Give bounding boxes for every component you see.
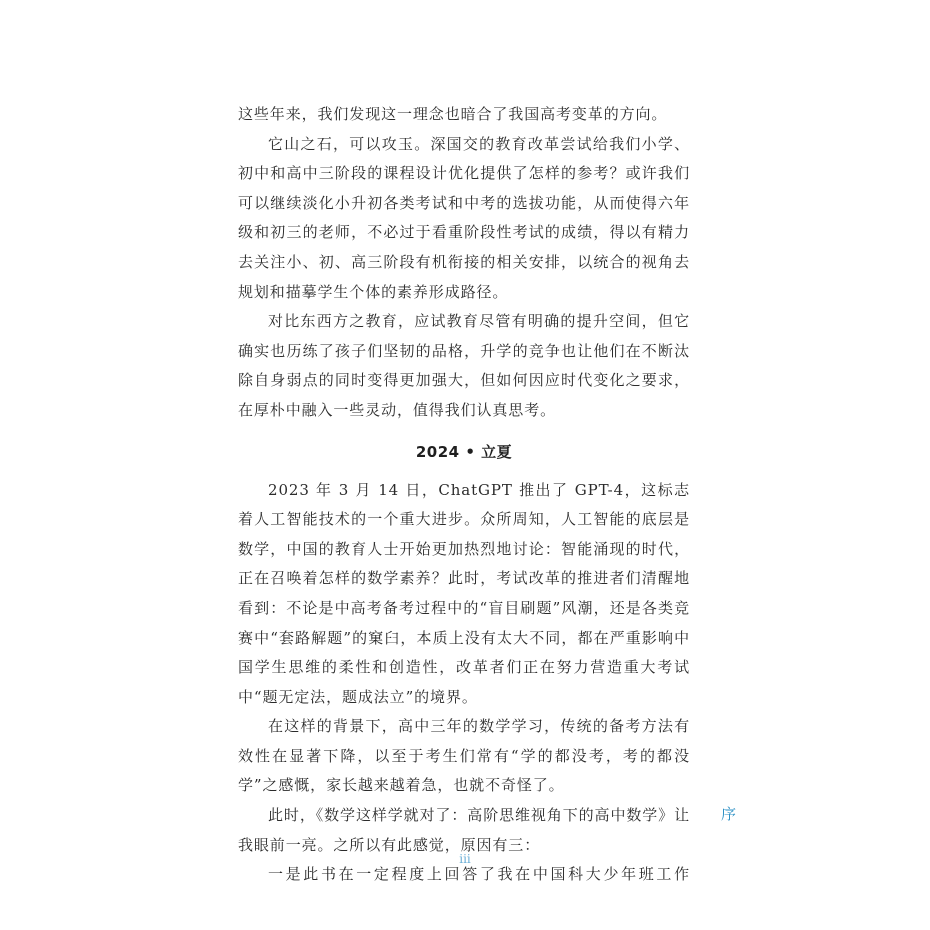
- paragraph-3: 对比东西方之教育，应试教育尽管有明确的提升空间，但它确实也历练了孩子们坚韧的品格，升学的竞争也让他们在不断汰除自身弱点的同时变得更加强大，但如何因应时代变化之要求，在厚朴中融入一些灵动，值得我们认真思考。: [238, 312, 690, 419]
- chapter-side-tab: 序: [721, 805, 737, 823]
- paragraph-4: 2023 年 3 月 14 日，ChatGPT 推出了 GPT-4，这标志着人工智能技术的一个重大进步。众所周知，人工智能的底层是数学，中国的教育人士开始更加热烈地讨论：智能涌现的时代，正在召唤着怎样的数学素养？此时，考试改革的推进者们清醒地看到：不论是中高考备考过程中的“盲目刷题”风潮，还是各类竞赛中“套路解题”的窠臼，本质上没有太大不同，都在严重影响中国学生思维的柔性和创造性，改革者们正在努力营造重大考试中“题无定法，题成法立”的境界。: [238, 480, 690, 706]
- paragraph-6: 此时，《数学这样学就对了：高阶思维视角下的高中数学》让我眼前一亮。之所以有此感觉，原因有三：: [238, 806, 690, 854]
- paragraph-5: 在这样的背景下，高中三年的数学学习，传统的备考方法有效性在显著下降，以至于考生们常有“学的都没考，考的都没学”之感慨，家长越来越着急，也就不奇怪了。: [238, 717, 690, 795]
- paragraph-1: 这些年来，我们发现这一理念也暗合了我国高考变革的方向。: [238, 105, 668, 123]
- section-title: 2024 • 立夏: [415, 442, 513, 461]
- page-number: iii: [459, 852, 471, 866]
- paragraph-2: 它山之石，可以攻玉。深国交的教育改革尝试给我们小学、初中和高中三阶段的课程设计优化提供了怎样的参考？或许我们可以继续淡化小升初各类考试和中考的选拔功能，从而使得六年级和初三的老师，不必过于看重阶段性考试的成绩，得以有精力去关注小、初、高三阶段有机衔接的相关安排，以统合的视角去规划和描摹学生个体的素养形成路径。: [238, 134, 690, 301]
- paragraph-7: 一是此书在一定程度上回答了我在中国科大少年班工作: [268, 865, 690, 884]
- document-body: [238, 100, 690, 890]
